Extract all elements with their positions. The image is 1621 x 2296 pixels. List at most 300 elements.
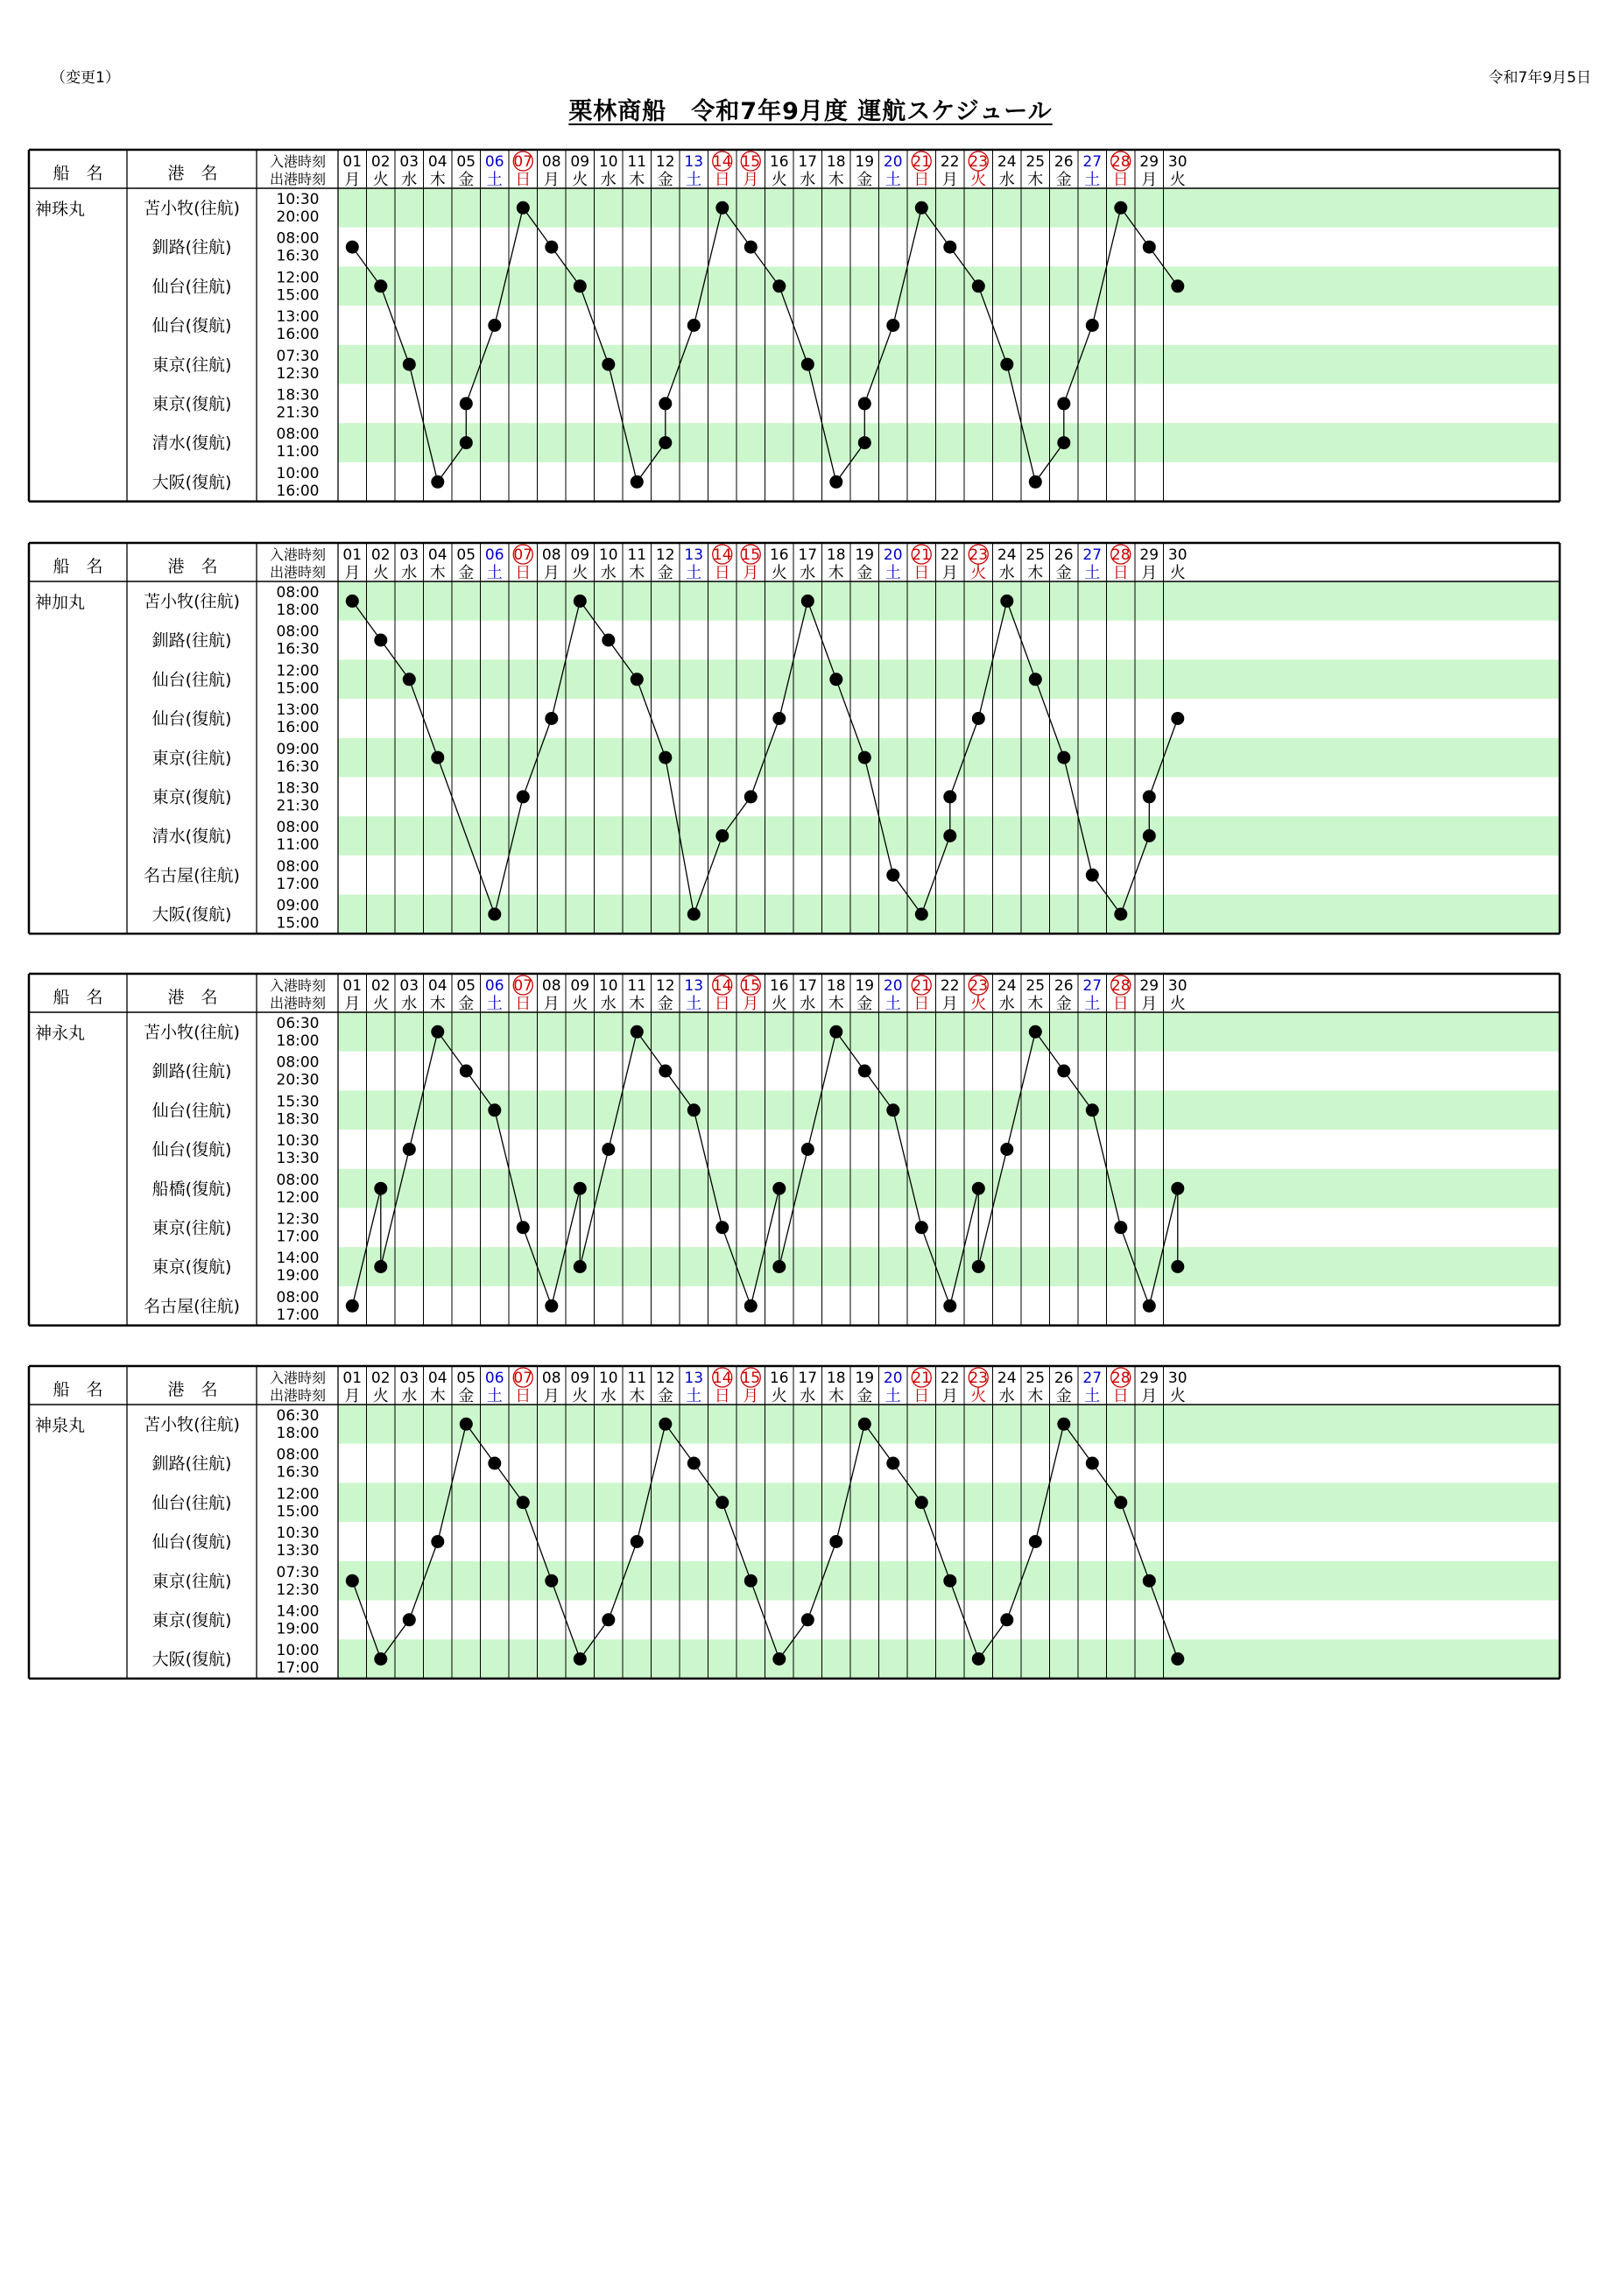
weekday-label: 金: [1055, 564, 1072, 582]
port-call-dot: [545, 1299, 558, 1313]
day-number: 02: [370, 546, 391, 564]
port-call-dot: [801, 358, 814, 371]
day-number: 10: [598, 1370, 618, 1387]
weekday-label: 月: [941, 171, 958, 189]
day-number: 03: [399, 153, 419, 171]
port-call-dot: [972, 279, 985, 292]
arrival-time: 13:00: [276, 308, 320, 327]
weekday-label: 月: [344, 564, 361, 582]
port-call-dot: [772, 279, 786, 292]
weekday-label: 日: [1112, 564, 1129, 582]
weekday-label: 土: [1084, 1387, 1101, 1405]
port-call-dot: [374, 634, 387, 647]
departure-time-header: 出港時刻: [269, 995, 327, 1011]
weekday-label: 日: [1112, 995, 1129, 1013]
weekday-label: 金: [856, 171, 873, 189]
port-call-dot: [1143, 1299, 1156, 1313]
port-call-dot: [631, 1025, 644, 1039]
port-name: 大阪(復航): [152, 905, 232, 925]
weekday-label: 金: [458, 564, 475, 582]
day-number: 27: [1082, 153, 1103, 171]
port-call-dot: [687, 1457, 701, 1470]
day-number: 06: [484, 546, 504, 564]
day-number: 02: [370, 977, 391, 995]
port-call-dot: [374, 1260, 387, 1273]
day-number: 10: [598, 977, 618, 995]
day-number: 20: [883, 546, 903, 564]
port-call-dot: [715, 829, 729, 842]
arrival-time: 08:00: [276, 584, 320, 602]
weekday-label: 日: [714, 995, 730, 1013]
weekday-label: 木: [629, 1387, 645, 1405]
day-number: 20: [883, 153, 903, 171]
weekday-label: 月: [344, 995, 361, 1013]
port-name: 東京(復航): [152, 1257, 232, 1278]
ship-header: 船 名: [53, 557, 103, 576]
arrival-time-header: 入港時刻: [269, 977, 327, 994]
weekday-label: 火: [771, 995, 787, 1013]
day-number: 29: [1139, 1370, 1159, 1387]
departure-time: 15:00: [276, 286, 320, 305]
weekday-label: 月: [1141, 1387, 1158, 1405]
departure-time: 18:00: [276, 1032, 320, 1050]
port-name: 名古屋(往航): [144, 1296, 240, 1316]
weekday-label: 日: [913, 995, 930, 1013]
weekday-label: 月: [941, 995, 958, 1013]
weekday-label: 月: [1141, 995, 1158, 1013]
weekday-label: 土: [486, 171, 503, 189]
port-name: 仙台(往航): [152, 1101, 232, 1121]
weekday-label: 日: [913, 564, 930, 582]
port-call-dot: [943, 1299, 956, 1313]
weekday-label: 水: [800, 995, 816, 1013]
port-name: 名古屋(往航): [144, 865, 240, 885]
port-call-dot: [915, 1496, 928, 1509]
port-call-dot: [1057, 1418, 1070, 1431]
row-stripe: [338, 1169, 1560, 1208]
ship-name: 神珠丸: [35, 200, 86, 219]
row-stripe: [338, 1405, 1560, 1444]
weekday-label: 金: [657, 171, 673, 189]
weekday-label: 水: [998, 564, 1015, 582]
day-number: 06: [484, 153, 504, 171]
day-number: 12: [655, 153, 675, 171]
weekday-label: 火: [771, 171, 787, 189]
day-number: 28: [1110, 1370, 1131, 1387]
day-number: 14: [712, 1370, 732, 1387]
weekday-label: 日: [714, 564, 730, 582]
port-call-dot: [1057, 1065, 1070, 1078]
port-call-dot: [972, 1182, 985, 1195]
weekday-label: 水: [401, 995, 418, 1013]
port-call-dot: [574, 1260, 587, 1273]
port-call-dot: [1000, 358, 1013, 371]
day-number: 13: [684, 977, 704, 995]
day-number: 03: [399, 546, 419, 564]
weekday-label: 水: [401, 1387, 418, 1405]
weekday-label: 土: [486, 995, 503, 1013]
day-number: 25: [1025, 153, 1046, 171]
day-number: 02: [370, 1370, 391, 1387]
day-number: 12: [655, 546, 675, 564]
arrival-time: 12:30: [276, 1210, 320, 1229]
port-call-dot: [687, 908, 701, 921]
weekday-label: 金: [657, 1387, 673, 1405]
port-call-dot: [943, 1574, 956, 1588]
departure-time: 17:00: [276, 1306, 320, 1324]
port-call-dot: [1029, 1535, 1042, 1548]
weekday-label: 火: [771, 564, 787, 582]
departure-time: 19:00: [276, 1267, 320, 1285]
day-number: 04: [427, 153, 448, 171]
port-name: 仙台(往航): [152, 1493, 232, 1513]
port-name: 釧路(往航): [152, 630, 232, 651]
day-number: 15: [741, 546, 761, 564]
day-number: 04: [427, 1370, 448, 1387]
port-call-dot: [687, 1103, 701, 1116]
arrival-time: 08:00: [276, 1171, 320, 1189]
weekday-label: 金: [458, 171, 475, 189]
day-number: 20: [883, 977, 903, 995]
departure-time: 11:00: [276, 443, 320, 461]
departure-time: 18:00: [276, 1425, 320, 1442]
port-call-dot: [858, 397, 871, 410]
row-stripe: [338, 659, 1560, 699]
day-number: 26: [1054, 977, 1074, 995]
day-number: 05: [456, 153, 476, 171]
port-call-dot: [659, 1418, 672, 1431]
day-number: 25: [1025, 977, 1046, 995]
ship-header: 船 名: [53, 988, 103, 1007]
day-number: 11: [627, 977, 647, 995]
port-call-dot: [1086, 869, 1099, 882]
weekday-label: 火: [771, 1387, 787, 1405]
weekday-label: 水: [800, 1387, 816, 1405]
day-number: 14: [712, 977, 732, 995]
day-number: 09: [570, 977, 590, 995]
port-call-dot: [631, 475, 644, 489]
arrival-time: 08:00: [276, 857, 320, 876]
page-title-text: 栗林商船 令和7年9月度 運航スケジュール: [568, 98, 1053, 125]
day-number: 30: [1167, 153, 1188, 171]
day-number: 05: [456, 1370, 476, 1387]
port-call-dot: [659, 1065, 672, 1078]
day-number: 23: [969, 1370, 989, 1387]
departure-time: 19:00: [276, 1620, 320, 1638]
weekday-label: 火: [572, 995, 588, 1013]
port-call-dot: [943, 241, 956, 254]
weekday-label: 木: [629, 995, 645, 1013]
day-number: 24: [997, 546, 1017, 564]
weekday-label: 金: [1055, 995, 1072, 1013]
day-number: 24: [997, 1370, 1017, 1387]
day-number: 09: [570, 153, 590, 171]
day-number: 08: [541, 153, 561, 171]
port-call-dot: [972, 1260, 985, 1273]
day-number: 21: [912, 977, 932, 995]
day-number: 18: [826, 1370, 846, 1387]
port-call-dot: [1143, 829, 1156, 842]
arrival-time: 09:00: [276, 897, 320, 915]
port-call-dot: [346, 595, 359, 608]
weekday-label: 火: [572, 1387, 588, 1405]
port-name: 仙台(復航): [152, 1532, 232, 1553]
weekday-label: 木: [429, 1387, 446, 1405]
weekday-label: 火: [970, 564, 987, 582]
day-number: 15: [741, 153, 761, 171]
ship-header: 船 名: [53, 1380, 103, 1399]
port-call-dot: [517, 201, 530, 215]
day-number: 17: [798, 546, 818, 564]
weekday-label: 木: [629, 171, 645, 189]
port-name: 清水(復航): [152, 433, 232, 454]
ship-header: 船 名: [53, 164, 103, 183]
arrival-time: 14:00: [276, 1250, 320, 1268]
port-call-dot: [915, 201, 928, 215]
port-name: 東京(往航): [152, 1571, 232, 1591]
weekday-label: 土: [486, 1387, 503, 1405]
day-number: 29: [1139, 977, 1159, 995]
port-call-dot: [574, 279, 587, 292]
weekday-label: 土: [686, 564, 702, 582]
port-call-dot: [659, 436, 672, 449]
weekday-label: 木: [629, 564, 645, 582]
departure-time: 13:30: [276, 1542, 320, 1560]
port-call-dot: [460, 1065, 473, 1078]
port-call-dot: [374, 279, 387, 292]
ship-name: 神永丸: [35, 1024, 86, 1043]
day-number: 30: [1167, 1370, 1188, 1387]
departure-time: 16:30: [276, 757, 320, 776]
weekday-label: 火: [372, 995, 389, 1013]
port-call-dot: [772, 1652, 786, 1666]
weekday-label: 金: [657, 564, 673, 582]
day-number: 03: [399, 1370, 419, 1387]
weekday-label: 金: [1055, 1387, 1072, 1405]
day-number: 06: [484, 977, 504, 995]
departure-time: 12:00: [276, 1188, 320, 1207]
port-call-dot: [886, 319, 899, 332]
day-number: 05: [456, 977, 476, 995]
weekday-label: 金: [657, 995, 673, 1013]
departure-time: 17:00: [276, 875, 320, 893]
day-number: 29: [1139, 546, 1159, 564]
day-number: 23: [969, 546, 989, 564]
weekday-label: 土: [1084, 995, 1101, 1013]
port-call-dot: [772, 1182, 786, 1195]
weekday-label: 土: [885, 171, 901, 189]
arrival-time: 14:00: [276, 1602, 320, 1621]
weekday-label: 火: [372, 1387, 389, 1405]
weekday-label: 水: [998, 171, 1015, 189]
day-number: 21: [912, 546, 932, 564]
day-number: 13: [684, 1370, 704, 1387]
arrival-time: 10:30: [276, 1132, 320, 1151]
departure-time-header: 出港時刻: [269, 1387, 327, 1404]
port-call-dot: [431, 475, 444, 489]
port-call-dot: [517, 1221, 530, 1234]
port-call-dot: [886, 1457, 899, 1470]
departure-time: 20:30: [276, 1071, 320, 1089]
port-call-dot: [858, 1418, 871, 1431]
port-call-dot: [602, 358, 615, 371]
port-call-dot: [374, 1182, 387, 1195]
day-number: 17: [798, 153, 818, 171]
arrival-time: 08:00: [276, 819, 320, 837]
day-number: 16: [769, 1370, 789, 1387]
port-call-dot: [915, 1221, 928, 1234]
day-number: 01: [342, 977, 363, 995]
arrival-time: 08:00: [276, 426, 320, 444]
arrival-time: 13:00: [276, 701, 320, 720]
port-call-dot: [744, 790, 758, 803]
port-call-dot: [715, 1496, 729, 1509]
arrival-time: 09:00: [276, 740, 320, 758]
port-call-dot: [574, 595, 587, 608]
weekday-label: 土: [686, 995, 702, 1013]
weekday-label: 土: [686, 1387, 702, 1405]
ship-name: 神加丸: [35, 593, 86, 612]
arrival-time: 10:30: [276, 191, 320, 208]
day-number: 16: [769, 977, 789, 995]
weekday-label: 火: [970, 1387, 987, 1405]
weekday-label: 木: [828, 1387, 844, 1405]
day-number: 22: [940, 977, 960, 995]
port-name: 仙台(復航): [152, 1140, 232, 1160]
departure-time: 15:00: [276, 1503, 320, 1521]
port-name: 苫小牧(往航): [144, 1415, 240, 1434]
weekday-label: 火: [970, 995, 987, 1013]
weekday-label: 水: [600, 995, 617, 1013]
port-call-dot: [346, 1299, 359, 1313]
arrival-time: 12:00: [276, 1485, 320, 1504]
day-number: 20: [883, 1370, 903, 1387]
port-call-dot: [346, 1574, 359, 1588]
day-number: 10: [598, 153, 618, 171]
weekday-label: 月: [543, 995, 560, 1013]
port-call-dot: [1114, 908, 1127, 921]
port-name: 仙台(復航): [152, 316, 232, 336]
day-number: 09: [570, 546, 590, 564]
day-number: 28: [1110, 153, 1131, 171]
port-call-dot: [1114, 1221, 1127, 1234]
day-number: 19: [855, 546, 875, 564]
day-number: 09: [570, 1370, 590, 1387]
day-number: 24: [997, 977, 1017, 995]
issue-date: 令和7年9月5日: [1488, 69, 1591, 87]
port-call-dot: [829, 475, 842, 489]
row-stripe: [338, 1090, 1560, 1130]
day-number: 07: [513, 1370, 533, 1387]
weekday-label: 日: [515, 1387, 532, 1405]
weekday-label: 木: [429, 995, 446, 1013]
weekday-label: 金: [856, 995, 873, 1013]
weekday-label: 月: [743, 1387, 759, 1405]
arrival-time: 06:30: [276, 1407, 320, 1425]
port-call-dot: [744, 1299, 758, 1313]
day-number: 11: [627, 153, 647, 171]
arrival-time: 18:30: [276, 386, 320, 405]
port-call-dot: [403, 358, 416, 371]
weekday-label: 火: [1169, 1387, 1186, 1405]
weekday-label: 火: [1169, 995, 1186, 1013]
port-header: 港 名: [167, 557, 218, 576]
day-number: 21: [912, 153, 932, 171]
weekday-label: 金: [856, 564, 873, 582]
day-number: 08: [541, 546, 561, 564]
row-stripe: [338, 738, 1560, 778]
day-number: 08: [541, 1370, 561, 1387]
change-note: （変更1）: [51, 69, 120, 87]
port-call-dot: [488, 319, 501, 332]
port-call-dot: [715, 201, 729, 215]
port-call-dot: [715, 1221, 729, 1234]
port-call-dot: [858, 751, 871, 764]
departure-time: 16:00: [276, 482, 320, 500]
port-header: 港 名: [167, 988, 218, 1007]
port-call-dot: [801, 595, 814, 608]
weekday-label: 月: [1141, 564, 1158, 582]
arrival-time: 08:00: [276, 1446, 320, 1464]
port-call-dot: [772, 712, 786, 725]
port-call-dot: [602, 1613, 615, 1626]
day-number: 01: [342, 1370, 363, 1387]
port-call-dot: [915, 908, 928, 921]
weekday-label: 火: [372, 564, 389, 582]
arrival-time: 10:30: [276, 1525, 320, 1543]
port-call-dot: [659, 397, 672, 410]
port-call-dot: [1000, 1143, 1013, 1156]
day-number: 01: [342, 153, 363, 171]
port-call-dot: [744, 241, 758, 254]
departure-time: 17:00: [276, 1228, 320, 1246]
port-call-dot: [1114, 1496, 1127, 1509]
day-number: 15: [741, 1370, 761, 1387]
weekday-label: 日: [714, 1387, 730, 1405]
arrival-time: 18:30: [276, 779, 320, 798]
day-number: 04: [427, 546, 448, 564]
port-name: 東京(往航): [152, 1218, 232, 1238]
port-name: 仙台(往航): [152, 277, 232, 297]
weekday-label: 火: [970, 171, 987, 189]
port-call-dot: [517, 1496, 530, 1509]
port-name: 苫小牧(往航): [144, 592, 240, 611]
day-number: 30: [1167, 977, 1188, 995]
departure-time: 16:00: [276, 326, 320, 344]
port-call-dot: [460, 436, 473, 449]
departure-time: 18:30: [276, 1110, 320, 1129]
weekday-label: 土: [686, 171, 702, 189]
day-number: 11: [627, 1370, 647, 1387]
day-number: 25: [1025, 546, 1046, 564]
row-stripe: [338, 1639, 1560, 1679]
port-call-dot: [659, 751, 672, 764]
day-number: 13: [684, 546, 704, 564]
arrival-time-header: 入港時刻: [269, 546, 327, 563]
port-name: 釧路(往航): [152, 1061, 232, 1081]
departure-time: 15:00: [276, 680, 320, 698]
day-number: 27: [1082, 1370, 1103, 1387]
day-number: 03: [399, 977, 419, 995]
weekday-label: 水: [600, 564, 617, 582]
weekday-label: 月: [743, 564, 759, 582]
day-number: 28: [1110, 546, 1131, 564]
port-call-dot: [1114, 201, 1127, 215]
port-call-dot: [545, 1574, 558, 1588]
weekday-label: 土: [1084, 564, 1101, 582]
arrival-time: 12:00: [276, 269, 320, 287]
departure-time: 16:30: [276, 1463, 320, 1482]
